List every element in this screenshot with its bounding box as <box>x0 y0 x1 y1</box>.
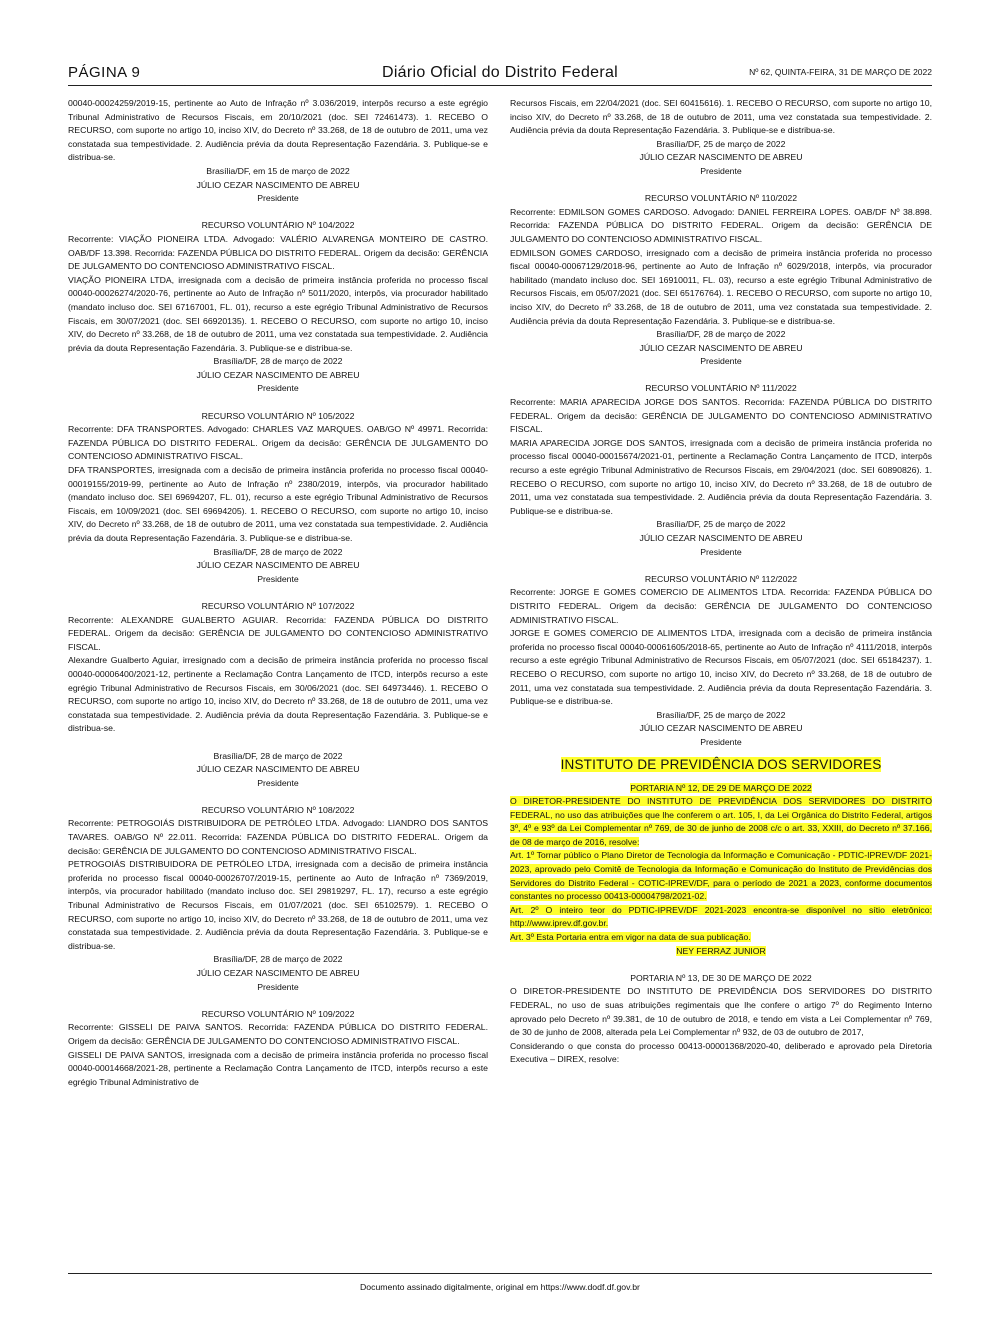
left-column <box>68 97 488 1089</box>
body-paragraph: EDMILSON GOMES CARDOSO, irresignado com a decisão de primeira instância proferida no processo fiscal 00040-00067129/2018-96, pertinente ao Auto de Infração nº 6029/2018, interpôs, via procurador habilitado (mandato incluso doc. SEI 16910011, FL. 03), recurso a este egrégio Tribunal Administrativo de Recursos Fiscais, em 05/07/2021 (doc. SEI 65176764). 1. RECEBO O RECURSO, com suporte no artigo 10, inciso XIV, do Decreto nº 33.268, de 18 de outubro de 2011, uma vez constatada sua tempestividade. 2. Audiência prévia da douta Representação Fazendária. 3. Publique-se e distribua-se. <box>510 247 932 326</box>
institute-heading: INSTITUTO DE PREVIDÊNCIA DOS SERVIDORES <box>560 756 882 772</box>
signer-name: JÚLIO CEZAR NASCIMENTO DE ABREU <box>639 342 803 353</box>
signer-role: Presidente <box>257 383 299 394</box>
place-date: Brasília/DF, 28 de março de 2022 <box>656 329 786 340</box>
signer-role: Presidente <box>700 356 742 367</box>
signer-name: JÚLIO CEZAR NASCIMENTO DE ABREU <box>639 152 803 163</box>
footer-note: Documento assinado digitalmente, original em https://www.dodf.df.gov.br <box>360 1282 640 1292</box>
portaria-title: PORTARIA Nº 12, DE 29 DE MARÇO DE 2022 <box>630 782 812 793</box>
body-paragraph: Recursos Fiscais, em 22/04/2021 (doc. SEI 60415616). 1. RECEBO O RECURSO, com suporte no artigo 10, inciso XIV, do Decreto nº 33.268, de 18 de outubro de 2011, uma vez constatada sua tempestividade. 2. Audiência prévia da douta Representação Fazendária. 3. Publique-se e distribua-se. <box>510 98 932 136</box>
recurso-108 <box>68 804 488 994</box>
place-date: Brasília/DF, 25 de março de 2022 <box>656 519 786 530</box>
portaria-article-2: Art. 2º O inteiro teor do PDTIC-IPREV/DF 2021-2023 encontra-se disponível no sítio eletrônico: http://www.iprev.df.gov.br. <box>510 904 932 929</box>
portaria-title: PORTARIA Nº 13, DE 30 DE MARÇO DE 2022 <box>630 972 812 983</box>
right-column <box>510 97 932 1067</box>
continued-block <box>68 97 488 206</box>
portaria-article-3: Art. 3º Esta Portaria entra em vigor na data de sua publicação. <box>510 932 751 943</box>
parties-paragraph: Recorrente: ALEXANDRE GUALBERTO AGUIAR. Recorrida: FAZENDA PÚBLICA DO DISTRITO FEDERAL. Origem da decisão: GERÊNCIA DE JULGAMENTO DO CONTENCIOSO ADMINISTRATIVO FISCAL. <box>68 614 488 652</box>
body-paragraph: DFA TRANSPORTES, irresignada com a decisão de primeira instância proferida no processo fiscal 00040-00019155/2019-99, pertinente ao Auto de Infração nº 2380/2019, interpôs, via procurador habilitado (mandato incluso doc. SEI 69694207, FL. 01), recurso a este egrégio Tribunal Administrativo de Recursos Fiscais, em 10/09/2021 (doc. SEI 69694205). 1. RECEBO O RECURSO, com suporte no artigo 10, inciso XIV, do Decreto nº 33.268, de 18 de outubro de 2011, uma vez constatada sua tempestividade. 2. Audiência prévia da douta Representação Fazendária. 3. Publique-se e distribua-se. <box>68 465 488 543</box>
signer-name: JÚLIO CEZAR NASCIMENTO DE ABREU <box>196 968 360 978</box>
signer-name: NEY FERRAZ JUNIOR <box>676 945 766 956</box>
continued-block <box>510 97 932 179</box>
portaria-intro: O DIRETOR-PRESIDENTE DO INSTITUTO DE PREVIDÊNCIA DOS SERVIDORES DO DISTRITO FEDERAL, no uso das atribuições que lhe conferem o art. 105, I, da Lei Orgânica do Distrito Federal, artigos 3º, 4º e 93º da Lei Complementar nº 769, de 30 de junho de 2008 c/c o art. 33, XXIII, do Decreto nº 37.166, de 08 de março de 2016, resolve: <box>510 796 932 847</box>
place-date: Brasília/DF, 28 de março de 2022 <box>213 750 343 761</box>
body-paragraph: Considerando o que consta do processo 00413-00001368/2020-40, deliberado e aprovado pela Diretoria Executiva – DIREX, resolve: <box>510 1040 932 1065</box>
signer-name: JÚLIO CEZAR NASCIMENTO DE ABREU <box>196 179 360 190</box>
journal-title: Diário Oficial do Distrito Federal <box>381 64 619 81</box>
section-title: RECURSO VOLUNTÁRIO Nº 111/2022 <box>645 383 797 394</box>
section-title: RECURSO VOLUNTÁRIO Nº 104/2022 <box>201 220 355 231</box>
section-title: RECURSO VOLUNTÁRIO Nº 110/2022 <box>644 193 798 204</box>
section-title: RECURSO VOLUNTÁRIO Nº 105/2022 <box>201 410 355 421</box>
section-title: RECURSO VOLUNTÁRIO Nº 108/2022 <box>201 804 355 815</box>
recurso-104 <box>68 219 488 396</box>
place-date: Brasília/DF, 28 de março de 2022 <box>213 954 343 965</box>
signer-name: JÚLIO CEZAR NASCIMENTO DE ABREU <box>639 723 803 734</box>
parties-paragraph: Recorrente: EDMILSON GOMES CARDOSO. Advogado: DANIEL FERREIRA LOPES. OAB/DF Nº 38.898. Recorrida: FAZENDA PÚBLICA DO DISTRITO FEDERAL. Origem da decisão: GERÊNCIA DE JULGAMENTO DO CONTENCIOSO ADMINISTRATIVO FISCAL. <box>510 206 932 244</box>
portaria-article-1: Art. 1º Tornar público o Plano Diretor de Tecnologia da Informação e Comunicação - PDTIC-IPREV/DF 2021-2023, aprovado pelo Comitê de Tecnologia da Informação e Comunicação do Instituto de Previdências dos Servidores do Distrito Federal - COTIC-IPREV/DF, para o período de 2021 a 2023, conforme documentos constantes no processo 00413-00004798/2021-02. <box>510 850 932 902</box>
portaria-intro: O DIRETOR-PRESIDENTE DO INSTITUTO DE PREVIDÊNCIA DOS SERVIDORES DO DISTRITO FEDERAL, no uso de suas atribuições regimentais que lhe confere o artigo 7º do Regimento Interno aprovado pelo Decreto nº 39.381, de 10 de outubro de 2018, e tendo em vista a Lei Complementar nº 769, de 30 de junho de 2008, alterada pela Lei Complementar nº 932, de 03 de outubro de 2017, <box>510 986 932 1038</box>
signer-name: JÚLIO CEZAR NASCIMENTO DE ABREU <box>639 533 803 543</box>
recurso-109 <box>68 1008 488 1090</box>
section-title: RECURSO VOLUNTÁRIO Nº 112/2022 <box>644 573 798 584</box>
recurso-107 <box>68 600 488 790</box>
recurso-105 <box>68 410 488 587</box>
signer-role: Presidente <box>257 981 299 992</box>
section-title: RECURSO VOLUNTÁRIO Nº 107/2022 <box>201 600 355 611</box>
section-title: RECURSO VOLUNTÁRIO Nº 109/2022 <box>201 1008 355 1019</box>
parties-paragraph: Recorrente: MARIA APARECIDA JORGE DOS SANTOS. Recorrida: FAZENDA PÚBLICA DO DISTRITO FEDERAL. Origem da decisão: GERÊNCIA DE JULGAMENTO DO CONTENCIOSO ADMINISTRATIVO FISCAL. <box>510 397 932 435</box>
recurso-112 <box>510 573 932 750</box>
place-date: Brasília/DF, 28 de março de 2022 <box>213 356 343 367</box>
page-number: PÁGINA 9 <box>68 64 141 81</box>
portaria-13 <box>510 972 932 1067</box>
portaria-12 <box>510 782 932 959</box>
parties-paragraph: Recorrente: JORGE E GOMES COMERCIO DE ALIMENTOS LTDA. Recorrida: FAZENDA PÚBLICA DO DISTRITO FEDERAL. Origem da decisão: GERÊNCIA DE JULGAMENTO DO CONTENCIOSO ADMINISTRATIVO FISCAL. <box>510 587 932 625</box>
body-paragraph: 00040-00024259/2019-15, pertinente ao Auto de Infração nº 3.036/2019, interpôs recurso a este egrégio Tribunal Administrativo de Recursos Fiscais, em 20/10/2021 (doc. SEI 72461473). 1. RECEBO O RECURSO, com suporte no artigo 10, inciso XIV, do Decreto nº 33.268, de 18 de outubro de 2011, uma vez constatada sua tempestividade. 2. Audiência prévia da douta Representação Fazendária. 3. Publique-se e distribua-se. <box>68 98 488 163</box>
signer-name: JÚLIO CEZAR NASCIMENTO DE ABREU <box>196 369 360 380</box>
signer-name: JÚLIO CEZAR NASCIMENTO DE ABREU <box>196 764 360 775</box>
page-header <box>68 64 932 86</box>
issue-info: Nº 62, QUINTA-FEIRA, 31 DE MARÇO DE 2022 <box>749 67 932 77</box>
parties-paragraph: Recorrente: VIAÇÃO PIONEIRA LTDA. Advogado: VALÉRIO ALVARENGA MONTEIRO DE CASTRO. OAB/DF 13.398. Recorrida: FAZENDA PÚBLICA DO DISTRITO FEDERAL. Origem da decisão: GERÊNCIA DE JULGAMENTO DO CONTENCIOSO ADMINISTRATIVO FISCAL. <box>68 233 488 272</box>
place-date: Brasília/DF, 25 de março de 2022 <box>656 138 786 149</box>
body-paragraph: JORGE E GOMES COMERCIO DE ALIMENTOS LTDA, irresignada com a decisão de primeira instância proferida no processo fiscal 00040-00061605/2018-65, pertinente ao Auto de Infração nº 4111/2018, interpôs recurso a este egrégio Tribunal Administrativo de Recursos Fiscais, em 05/07/2021 (doc. SEI 65184237). 1. RECEBO O RECURSO, com suporte no artigo 10, inciso XIV, do Decreto nº 33.268, de 18 de outubro de 2011, uma vez constatada sua tempestividade. 2. Audiência prévia da douta Representação Fazendária. 3. Publique-se e distribua-se. <box>510 628 932 707</box>
body-paragraph: VIAÇÃO PIONEIRA LTDA, irresignada com a decisão de primeira instância proferida no processo fiscal 00040-00026274/2020-76, pertinente ao Auto de Infração nº 5011/2020, interpôs, via procurador habilitado (mandato incluso doc. SEI 67167001, FL. 01), recurso a este egrégio Tribunal Administrativo de Recursos Fiscais, em 30/07/2021 (doc. SEI 66920135). 1. RECEBO O RECURSO, com suporte no artigo 10, inciso XIV, do Decreto nº 33.268, de 18 de outubro de 2011, uma vez constatada sua tempestividade. 2. Audiência prévia da douta Representação Fazendária. 3. Publique-se e distribua-se. <box>68 274 488 353</box>
place-date: Brasília/DF, em 15 de março de 2022 <box>206 165 350 176</box>
signer-role: Presidente <box>700 546 742 557</box>
body-paragraph: Alexandre Gualberto Aguiar, irresignado com a decisão de primeira instância proferida no processo fiscal 00040-00006400/2021-12, pertinente a Reclamação Contra Lançamento de ITCD, interpôs recurso a este egrégio Tribunal Administrativo de Recursos Fiscais, em 30/06/2021 (doc. SEI 64973446). 1. RECEBO O RECURSO, com suporte no artigo 10, inciso XIV, do Decreto nº 33.268, de 18 de outubro de 2011, uma vez constatada sua tempestividade. 2. Audiência prévia da douta Representação Fazendária. 3. Publique-se e distribua-se. <box>68 655 488 734</box>
place-date: Brasília/DF, 28 de março de 2022 <box>213 546 343 557</box>
body-paragraph: PETROGOIÁS DISTRIBUIDORA DE PETRÓLEO LTDA, irresignada com a decisão de primeira instância proferida no processo fiscal 00040-00026707/2019-15, pertinente ao Auto de Infração nº 7369/2019, interpôs, via procurador habilitado (mandato incluso doc. SEI 29819297, FL. 17), recurso a este egrégio Tribunal Administrativo de Recursos Fiscais, em 01/07/2021 (doc. SEI 65102579). 1. RECEBO O RECURSO, com suporte no artigo 10, inciso XIV, do Decreto nº 33.268, de 18 de outubro de 2011, uma vez constatada sua tempestividade. 2. Audiência prévia da douta Representação Fazendária. 3. Publique-se e distribua-se. <box>68 859 488 951</box>
recurso-111 <box>510 382 932 559</box>
body-paragraph: MARIA APARECIDA JORGE DOS SANTOS, irresignada com a decisão de primeira instância proferida no processo fiscal 00040-00015674/2021-01, pertinente a Reclamação Contra Lançamento de ITCD, interpôs recurso a este egrégio Tribunal Administrativo de Recursos Fiscais, em 29/04/2021 (doc. SEI 60890826). 1. RECEBO O RECURSO, com suporte no artigo 10, inciso XIV, do Decreto nº 33.268, de 18 de outubro de 2011, uma vez constatada sua tempestividade. 2. Audiência prévia da douta Representação Fazendária. 3. Publique-se e distribua-se. <box>510 437 932 516</box>
parties-paragraph: Recorrente: GISSELI DE PAIVA SANTOS. Recorrida: FAZENDA PÚBLICA DO DISTRITO FEDERAL. Origem da decisão: GERÊNCIA DE JULGAMENTO DO CONTENCIOSO ADMINISTRATIVO FISCAL. <box>68 1022 488 1046</box>
signer-role: Presidente <box>700 736 742 747</box>
place-date: Brasília/DF, 25 de março de 2022 <box>656 709 786 720</box>
signer-role: Presidente <box>257 573 299 584</box>
header-rule <box>68 85 932 86</box>
recurso-110 <box>510 192 932 369</box>
footer-rule <box>68 1273 932 1274</box>
parties-paragraph: Recorrente: PETROGOIÁS DISTRIBUIDORA DE PETRÓLEO LTDA. Advogado: LIANDRO DOS SANTOS TAVARES. OAB/GO Nº 22.011. Recorrida: FAZENDA PÚBLICA DO DISTRITO FEDERAL. Origem da decisão: GERÊNCIA DE JULGAMENTO DO CONTENCIOSO ADMINISTRATIVO FISCAL. <box>68 818 488 856</box>
signer-role: Presidente <box>257 193 299 204</box>
signer-role: Presidente <box>257 777 299 788</box>
body-paragraph: GISSELI DE PAIVA SANTOS, irresignada com a decisão de primeira instância proferida no processo fiscal 00040-00014668/2021-28, pertinente a Reclamação Contra Lançamento de ITCD, interpôs recurso a este egrégio Tribunal Administrativo de <box>68 1049 488 1087</box>
signer-role: Presidente <box>700 165 742 176</box>
signer-name: JÚLIO CEZAR NASCIMENTO DE ABREU <box>196 560 360 571</box>
parties-paragraph: Recorrente: DFA TRANSPORTES. Advogado: CHARLES VAZ MARQUES. OAB/GO Nº 49971. Recorrida: FAZENDA PÚBLICA DO DISTRITO FEDERAL. Origem da decisão: GERÊNCIA DE JULGAMENTO DO CONTENCIOSO ADMINISTRATIVO FISCAL. <box>68 424 488 462</box>
